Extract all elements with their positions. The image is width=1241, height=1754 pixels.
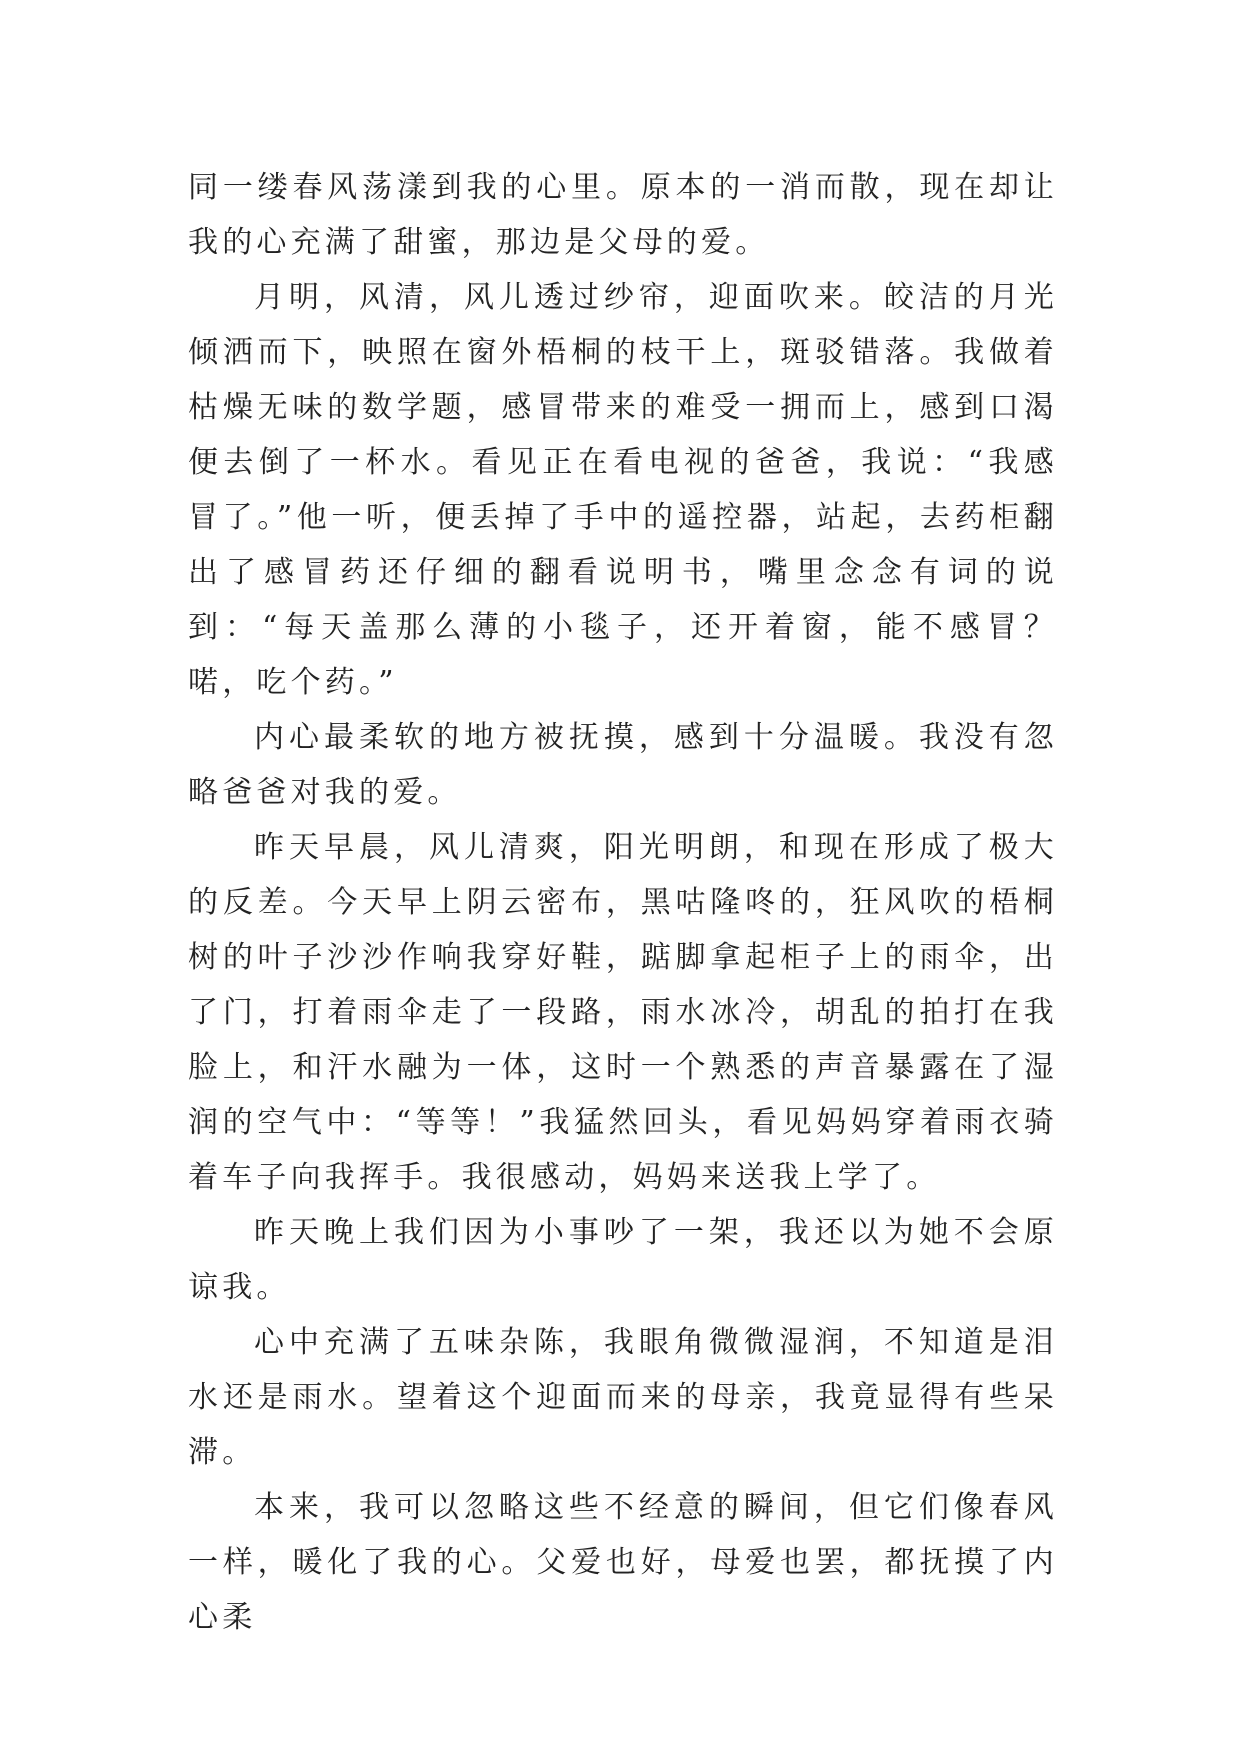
paragraph-3: 内心最柔软的地方被抚摸，感到十分温暖。我没有忽略爸爸对我的爱。 <box>188 720 1058 810</box>
paragraph-7: 本来，我可以忽略这些不经意的瞬间，但它们像春风一样，暖化了我的心。父爱也好，母爱也罢，都抚摸了内心柔 <box>188 1490 1058 1635</box>
paragraph-5: 昨天晚上我们因为小事吵了一架，我还以为她不会原谅我。 <box>188 1215 1058 1305</box>
document-body <box>188 160 1058 1645</box>
paragraph-1: 同一缕春风荡漾到我的心里。原本的一消而散，现在却让我的心充满了甜蜜，那边是父母的爱。 <box>188 170 1058 260</box>
paragraph-6: 心中充满了五味杂陈，我眼角微微湿润，不知道是泪水还是雨水。望着这个迎面而来的母亲，我竟显得有些呆滞。 <box>188 1325 1058 1470</box>
paragraph-2: 月明，风清，风儿透过纱帘，迎面吹来。皎洁的月光倾洒而下，映照在窗外梧桐的枝干上，斑驳错落。我做着枯燥无味的数学题，感冒带来的难受一拥而上，感到口渴便去倒了一杯水。看见正在看电视的爸爸，我说：“我感冒了。”他一听，便丢掉了手中的遥控器，站起，去药柜翻出了感冒药还仔细的翻看说明书，嘴里念念有词的说到：“每天盖那么薄的小毯子，还开着窗，能不感冒？喏，吃个药。” <box>188 280 1058 700</box>
paragraph-4: 昨天早晨，风儿清爽，阳光明朗，和现在形成了极大的反差。今天早上阴云密布，黑咕隆咚的，狂风吹的梧桐树的叶子沙沙作响我穿好鞋，踮脚拿起柜子上的雨伞，出了门，打着雨伞走了一段路，雨水冰冷，胡乱的拍打在我脸上，和汗水融为一体，这时一个熟悉的声音暴露在了湿润的空气中：“等等！”我猛然回头，看见妈妈穿着雨衣骑着车子向我挥手。我很感动，妈妈来送我上学了。 <box>188 830 1058 1195</box>
